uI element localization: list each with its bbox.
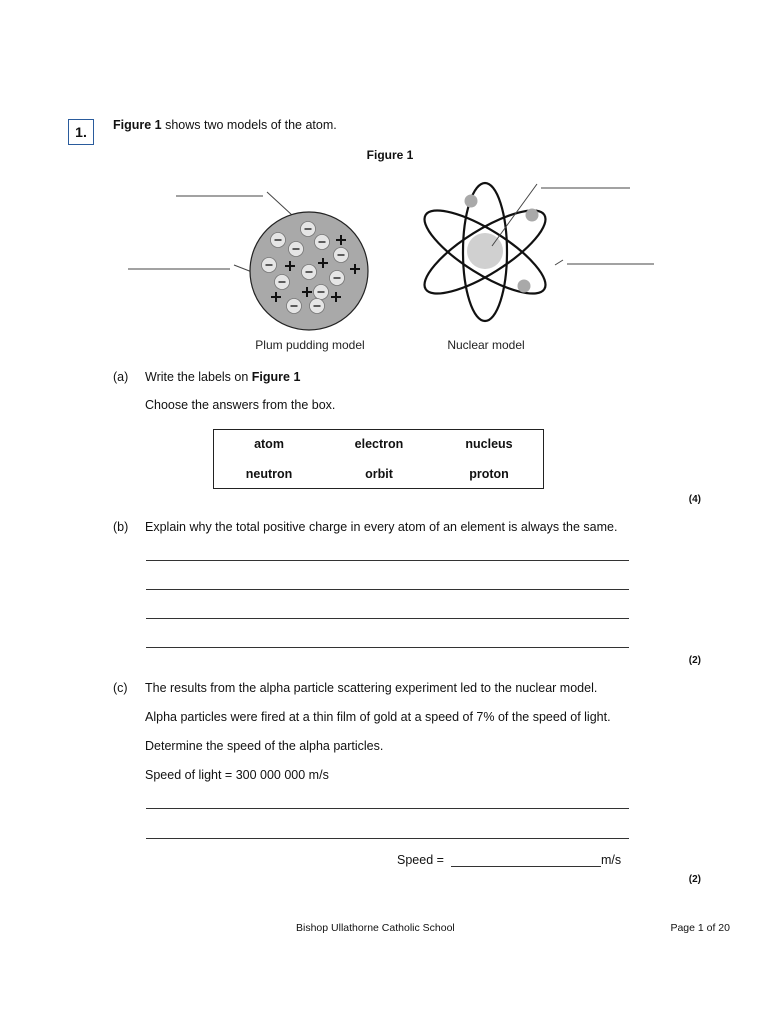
- speed-answer-prefix: Speed =: [397, 853, 444, 867]
- part-b-prompt: Explain why the total positive charge in every atom of an element is always the same.: [145, 520, 618, 534]
- answer-line[interactable]: [146, 589, 629, 590]
- part-a-instruction: Choose the answers from the box.: [145, 398, 336, 412]
- answer-line[interactable]: [146, 838, 629, 839]
- atom-models-figure: [0, 170, 768, 360]
- speed-answer-unit: m/s: [601, 853, 622, 867]
- answer-line[interactable]: [146, 647, 629, 648]
- intro-figure-ref: Figure 1: [113, 118, 162, 132]
- footer-school: Bishop Ullathorne Catholic School: [296, 922, 455, 934]
- question-intro: [113, 118, 337, 132]
- nuclear-model-diagram: [414, 183, 556, 321]
- pointer-line-mid-left: [234, 265, 252, 272]
- part-a-figure-ref: Figure 1: [251, 370, 301, 384]
- caption-nuclear: Nuclear model: [447, 338, 525, 352]
- part-a-label: (a): [113, 370, 129, 384]
- figure-title: Figure 1: [366, 148, 414, 162]
- word-box-item: electron: [354, 437, 404, 451]
- pointer-line-mid-right: [555, 260, 563, 265]
- part-a-prompt: [145, 370, 300, 384]
- question-number: 1.: [68, 119, 94, 145]
- speed-answer-blank[interactable]: [451, 866, 601, 867]
- answer-line[interactable]: [146, 560, 629, 561]
- part-c-label: (c): [113, 681, 128, 695]
- plum-pudding-diagram: [250, 212, 368, 330]
- part-a-prompt-text: Write the labels on: [145, 370, 252, 384]
- part-a-marks: (4): [688, 494, 701, 505]
- part-c-line3: Speed of light = 300 000 000 m/s: [145, 768, 329, 782]
- part-c-line1: Alpha particles were fired at a thin film of gold at a speed of 7% of the speed of light.: [145, 710, 611, 724]
- caption-plum-pudding: Plum pudding model: [255, 338, 365, 352]
- word-box-item: orbit: [365, 467, 393, 481]
- part-c-line2: Determine the speed of the alpha particles.: [145, 739, 384, 753]
- part-b-marks: (2): [688, 655, 701, 666]
- word-box: [213, 429, 544, 489]
- answer-line[interactable]: [146, 618, 629, 619]
- part-c-marks: (2): [688, 874, 701, 885]
- part-c-prompt: The results from the alpha particle scattering experiment led to the nuclear model.: [145, 681, 598, 695]
- intro-text: shows two models of the atom.: [161, 118, 337, 132]
- word-box-item: proton: [469, 467, 509, 481]
- word-box-item: neutron: [245, 467, 293, 481]
- word-box-item: atom: [254, 437, 284, 451]
- footer-page-number: Page 1 of 20: [670, 922, 730, 934]
- part-b-label: (b): [113, 520, 129, 534]
- answer-line[interactable]: [146, 808, 629, 809]
- word-box-item: nucleus: [465, 437, 513, 451]
